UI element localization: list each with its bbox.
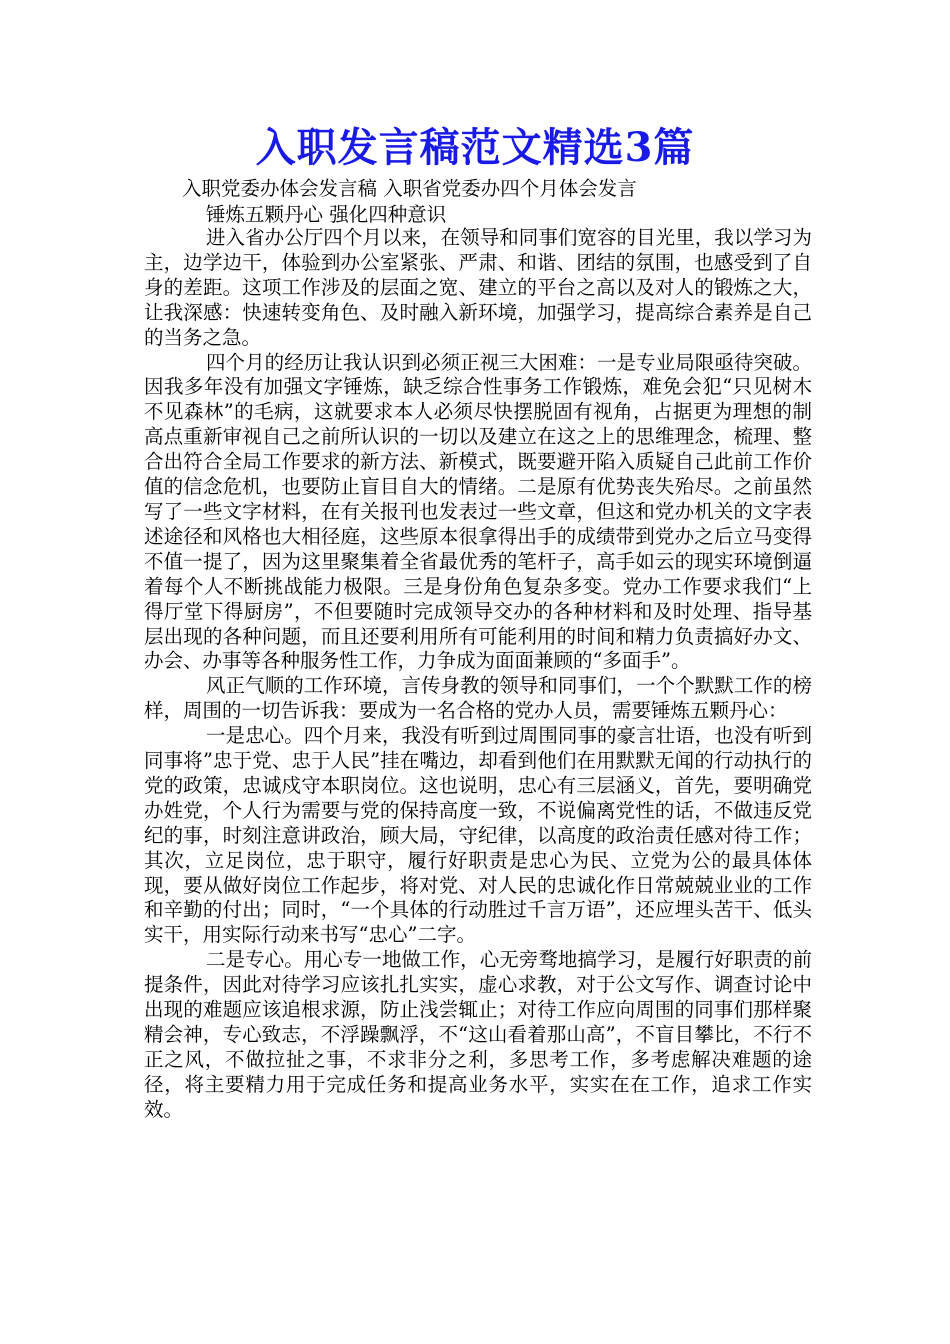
paragraph-loyalty: 一是忠心。四个月来，我没有听到过周围同事的豪言壮语，也没有听到同事将”忠于党、忠于人民”挂在嘴边，却看到他们在用默默无闻的行动执行的党的政策，忠诚戍守本职岗位。这也说明，忠心有三层涵义，首先，要明确党办姓党，个人行为需要与党的保持高度一致，不说偏离党性的话，不做违反党纪的事，时刻注意讲政治，顾大局，守纪律，以高度的政治责任感对待工作；其次，立足岗位，忠于职守，履行好职责是忠心为民、立党为公的最具体体现，要从做好岗位工作起步，将对党、对人民的忠诚化作日常兢兢业业的工作和辛勤的付出；同时，“一个具体的行动胜过千言万语”，还应埋头苦干、低头实干，用实际行动来书写“忠心”二字。: [144, 724, 812, 947]
paragraph-difficulties: 四个月的经历让我认识到必须正视三大困难：一是专业局限亟待突破。因我多年没有加强文字锤炼，缺乏综合性事务工作锻炼，难免会犯“只见树木不见森林”的毛病，这就要求本人必须尽快摆脱固有视角，占据更为理想的制高点重新审视自己之前所认识的一切以及建立在这之上的思维理念，梳理、整合出符合全局工作要求的新方法、新模式，既要避开陷入质疑自己此前工作价值的信念危机，也要防止盲目自大的情绪。二是原有优势丧失殆尽。之前虽然写了一些文字材料，在有关报刊也发表过一些文章，但这和党办机关的文字表述途径和风格也大相径庭，这些原本很拿得出手的成绩带到党办之后立马变得不值一提了，因为这里聚集着全省最优秀的笔杆子，高手如云的现实环境倒逼着每个人不断挑战能力极限。三是身份角色复杂多变。党办工作要求我们“上得厅堂下得厨房”，不但要随时完成领导交办的各种材料和及时处理、指导基层出现的各种问题，而且还要利用所有可能利用的时间和精力负责搞好办文、办会、办事等各种服务性工作，力争成为面面兼顾的“多面手”。: [144, 350, 812, 673]
document-subtitle: 入职党委办体会发言稿 入职省党委办四个月体会发言: [182, 177, 637, 200]
document-subheading: 锤炼五颗丹心 强化四种意识: [206, 203, 447, 226]
document-title: 入职发言稿范文精选3篇: [255, 124, 695, 171]
document-body: [144, 226, 812, 1123]
paragraph-focus: 二是专心。用心专一地做工作，心无旁骛地搞学习，是履行好职责的前提条件，因此对待学习应该扎扎实实，虚心求教，对于公文写作、调查讨论中出现的难题应该追根求源，防止浅尝辄止；对待工作应向周围的同事们那样聚精会神，专心致志，不浮躁飘浮，不“这山看着那山高”，不盲目攀比，不行不正之风，不做拉扯之事，不求非分之利，多思考工作，多考虑解决难题的途径，将主要精力用于完成任务和提高业务水平，实实在在工作，追求工作实效。: [144, 948, 812, 1121]
paragraph-intro: 进入省办公厅四个月以来，在领导和同事们宽容的目光里，我以学习为主，边学边干，体验到办公室紧张、严肃、和谐、团结的氛围，也感受到了自身的差距。这项工作涉及的层面之宽、建立的平台之高以及对人的锻炼之大，让我深感：快速转变角色、及时融入新环境，加强学习，提高综合素养是自己的当务之急。: [144, 226, 812, 349]
paragraph-environment: 风正气顺的工作环境，言传身教的领导和同事们，一个个默默工作的榜样，周围的一切告诉我：要成为一名合格的党办人员，需要锤炼五颗丹心：: [144, 674, 812, 723]
